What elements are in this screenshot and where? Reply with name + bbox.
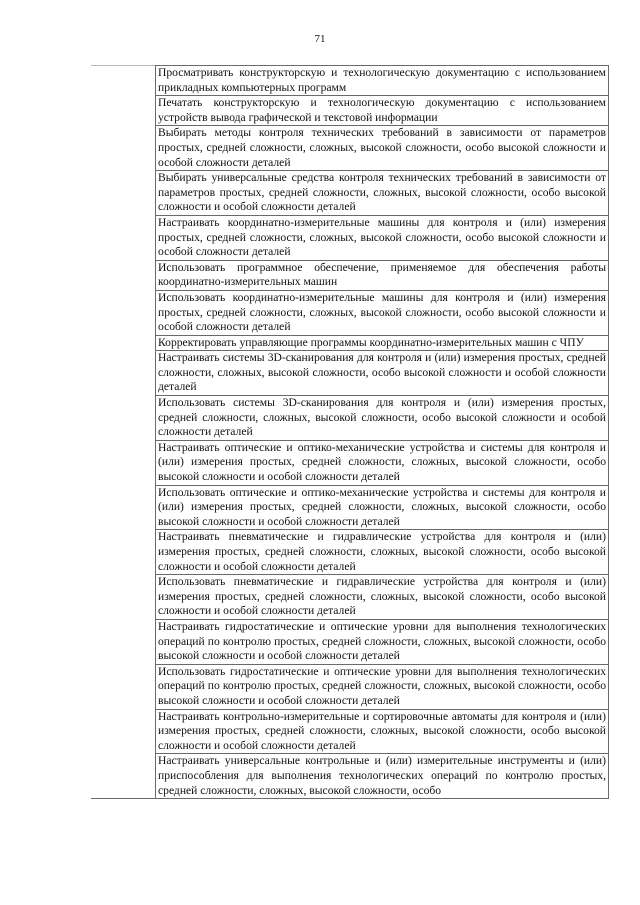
table-row bbox=[92, 485, 609, 530]
table-row bbox=[92, 664, 609, 709]
skill-item: Настраивать системы 3D-сканирования для контроля и (или) измерения простых, средней сложности, сложных, высокой сложности, особо высокой сложности и особой сложности деталей bbox=[156, 351, 609, 396]
skill-item-continued bbox=[156, 754, 609, 799]
table-row bbox=[92, 290, 609, 335]
skill-item: Использовать программное обеспечение, применяемое для обеспечения работы координатно-измерительных машин bbox=[156, 260, 609, 290]
table-row bbox=[92, 96, 609, 126]
skill-item: Настраивать пневматические и гидравлические устройства для контроля и (или) измерения простых, средней сложности, сложных, высокой сложности, особо высокой сложности и особой сложности деталей bbox=[156, 530, 609, 575]
table-row bbox=[92, 351, 609, 396]
skill-item: Просматривать конструкторскую и технологическую документацию с использованием прикладных компьютерных программ bbox=[156, 66, 609, 96]
skill-item: Использовать координатно-измерительные машины для контроля и (или) измерения простых, средней сложности, сложных, высокой сложности, особо высокой сложности и особой сложности деталей bbox=[156, 290, 609, 335]
table-row bbox=[92, 619, 609, 664]
skill-item: Настраивать гидростатические и оптические уровни для выполнения технологических операций по контролю простых, средней сложности, сложных, высокой сложности, особо высокой сложности и особой сложности деталей bbox=[156, 619, 609, 664]
table-row bbox=[92, 260, 609, 290]
skill-item: Настраивать оптические и оптико-механические устройства и системы для контроля и (или) измерения простых, средней сложности, сложных, высокой сложности, особо высокой сложности и особой сложности деталей bbox=[156, 440, 609, 485]
skill-item: Настраивать контрольно-измерительные и сортировочные автоматы для контроля и (или) измерения простых, средней сложности, сложных, высокой сложности, особо высокой сложности и особой сложности деталей bbox=[156, 709, 609, 754]
skills-table bbox=[91, 65, 609, 799]
table-row bbox=[92, 754, 609, 799]
table-row bbox=[92, 215, 609, 260]
skill-item-text: Настраивать универсальные контрольные и (или) измерительные инструменты и (или) приспособления для выполнения технологических операций по контролю простых, средней сложности, сложных, высокой сложности, особо bbox=[158, 754, 606, 797]
skill-item: Использовать пневматические и гидравлические устройства для контроля и (или) измерения простых, средней сложности, сложных, высокой сложности, особо высокой сложности и особой сложности деталей bbox=[156, 575, 609, 620]
skills-label-cell bbox=[92, 66, 156, 799]
skill-item: Печатать конструкторскую и технологическую документацию с использованием устройств вывода графической и текстовой информации bbox=[156, 96, 609, 126]
table-row bbox=[92, 440, 609, 485]
page-number: 71 bbox=[314, 33, 326, 45]
skill-item: Настраивать координатно-измерительные машины для контроля и (или) измерения простых, средней сложности, сложных, высокой сложности, особо высокой сложности и особой сложности деталей bbox=[156, 215, 609, 260]
table-row bbox=[92, 335, 609, 351]
table-row bbox=[92, 171, 609, 216]
skill-item: Использовать системы 3D-сканирования для контроля и (или) измерения простых, средней сложности, сложных, высокой сложности, особо высокой сложности и особой сложности деталей bbox=[156, 396, 609, 441]
table-row bbox=[92, 575, 609, 620]
table-row bbox=[92, 126, 609, 171]
table-row bbox=[92, 709, 609, 754]
table-row bbox=[92, 530, 609, 575]
skill-item: Использовать оптические и оптико-механические устройства и системы для контроля и (или) измерения простых, средней сложности, сложных, высокой сложности, особо высокой сложности и особой сложности деталей bbox=[156, 485, 609, 530]
skill-item: Корректировать управляющие программы координатно-измерительных машин с ЧПУ bbox=[156, 335, 609, 351]
skill-item: Выбирать методы контроля технических требований в зависимости от параметров простых, средней сложности, сложных, высокой сложности, особо высокой сложности и особой сложности деталей bbox=[156, 126, 609, 171]
skill-item: Выбирать универсальные средства контроля технических требований в зависимости от параметров простых, средней сложности, сложных, высокой сложности, особо высокой сложности и особой сложности деталей bbox=[156, 171, 609, 216]
table-row bbox=[92, 66, 609, 96]
skill-item: Использовать гидростатические и оптические уровни для выполнения технологических операций по контролю простых, средней сложности, сложных, высокой сложности, особо высокой сложности и особой сложности деталей bbox=[156, 664, 609, 709]
table-row bbox=[92, 396, 609, 441]
